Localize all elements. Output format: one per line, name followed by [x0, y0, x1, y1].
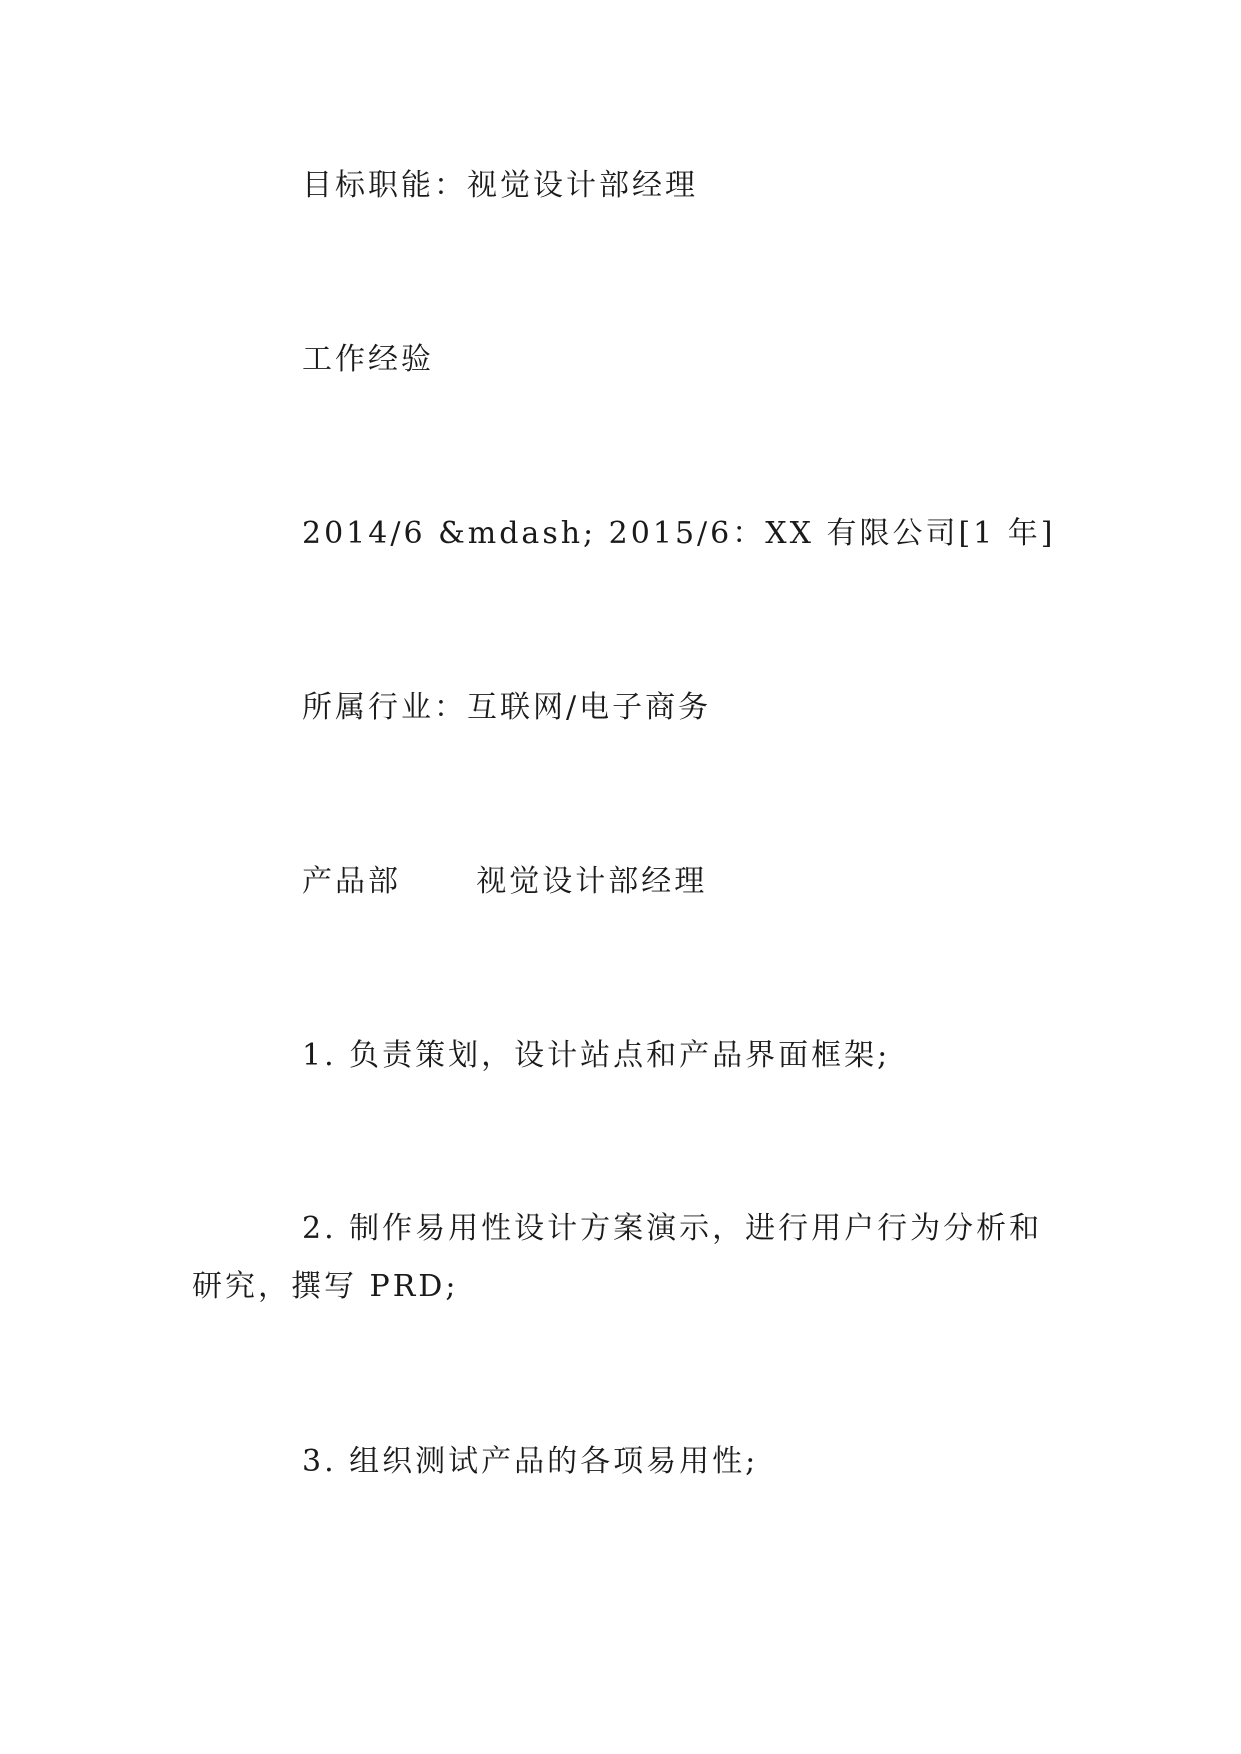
duty-item-3: 3. 组织测试产品的各项易用性;: [302, 1444, 759, 1479]
work-experience-heading: 工作经验: [302, 342, 434, 377]
target-function: 目标职能：视觉设计部经理: [302, 168, 698, 203]
industry: 所属行业：互联网/电子商务: [302, 690, 712, 725]
duty-item-2: 2. 制作易用性设计方案演示，进行用户行为分析和研究，撰写 PRD;: [192, 1211, 1043, 1304]
duty-item-1: 1. 负责策划，设计站点和产品界面框架;: [302, 1038, 891, 1073]
employment-period: 2014/6 &mdash; 2015/6：XX 有限公司[1 年]: [302, 516, 1056, 551]
department-position: 产品部 视觉设计部经理: [302, 864, 708, 899]
